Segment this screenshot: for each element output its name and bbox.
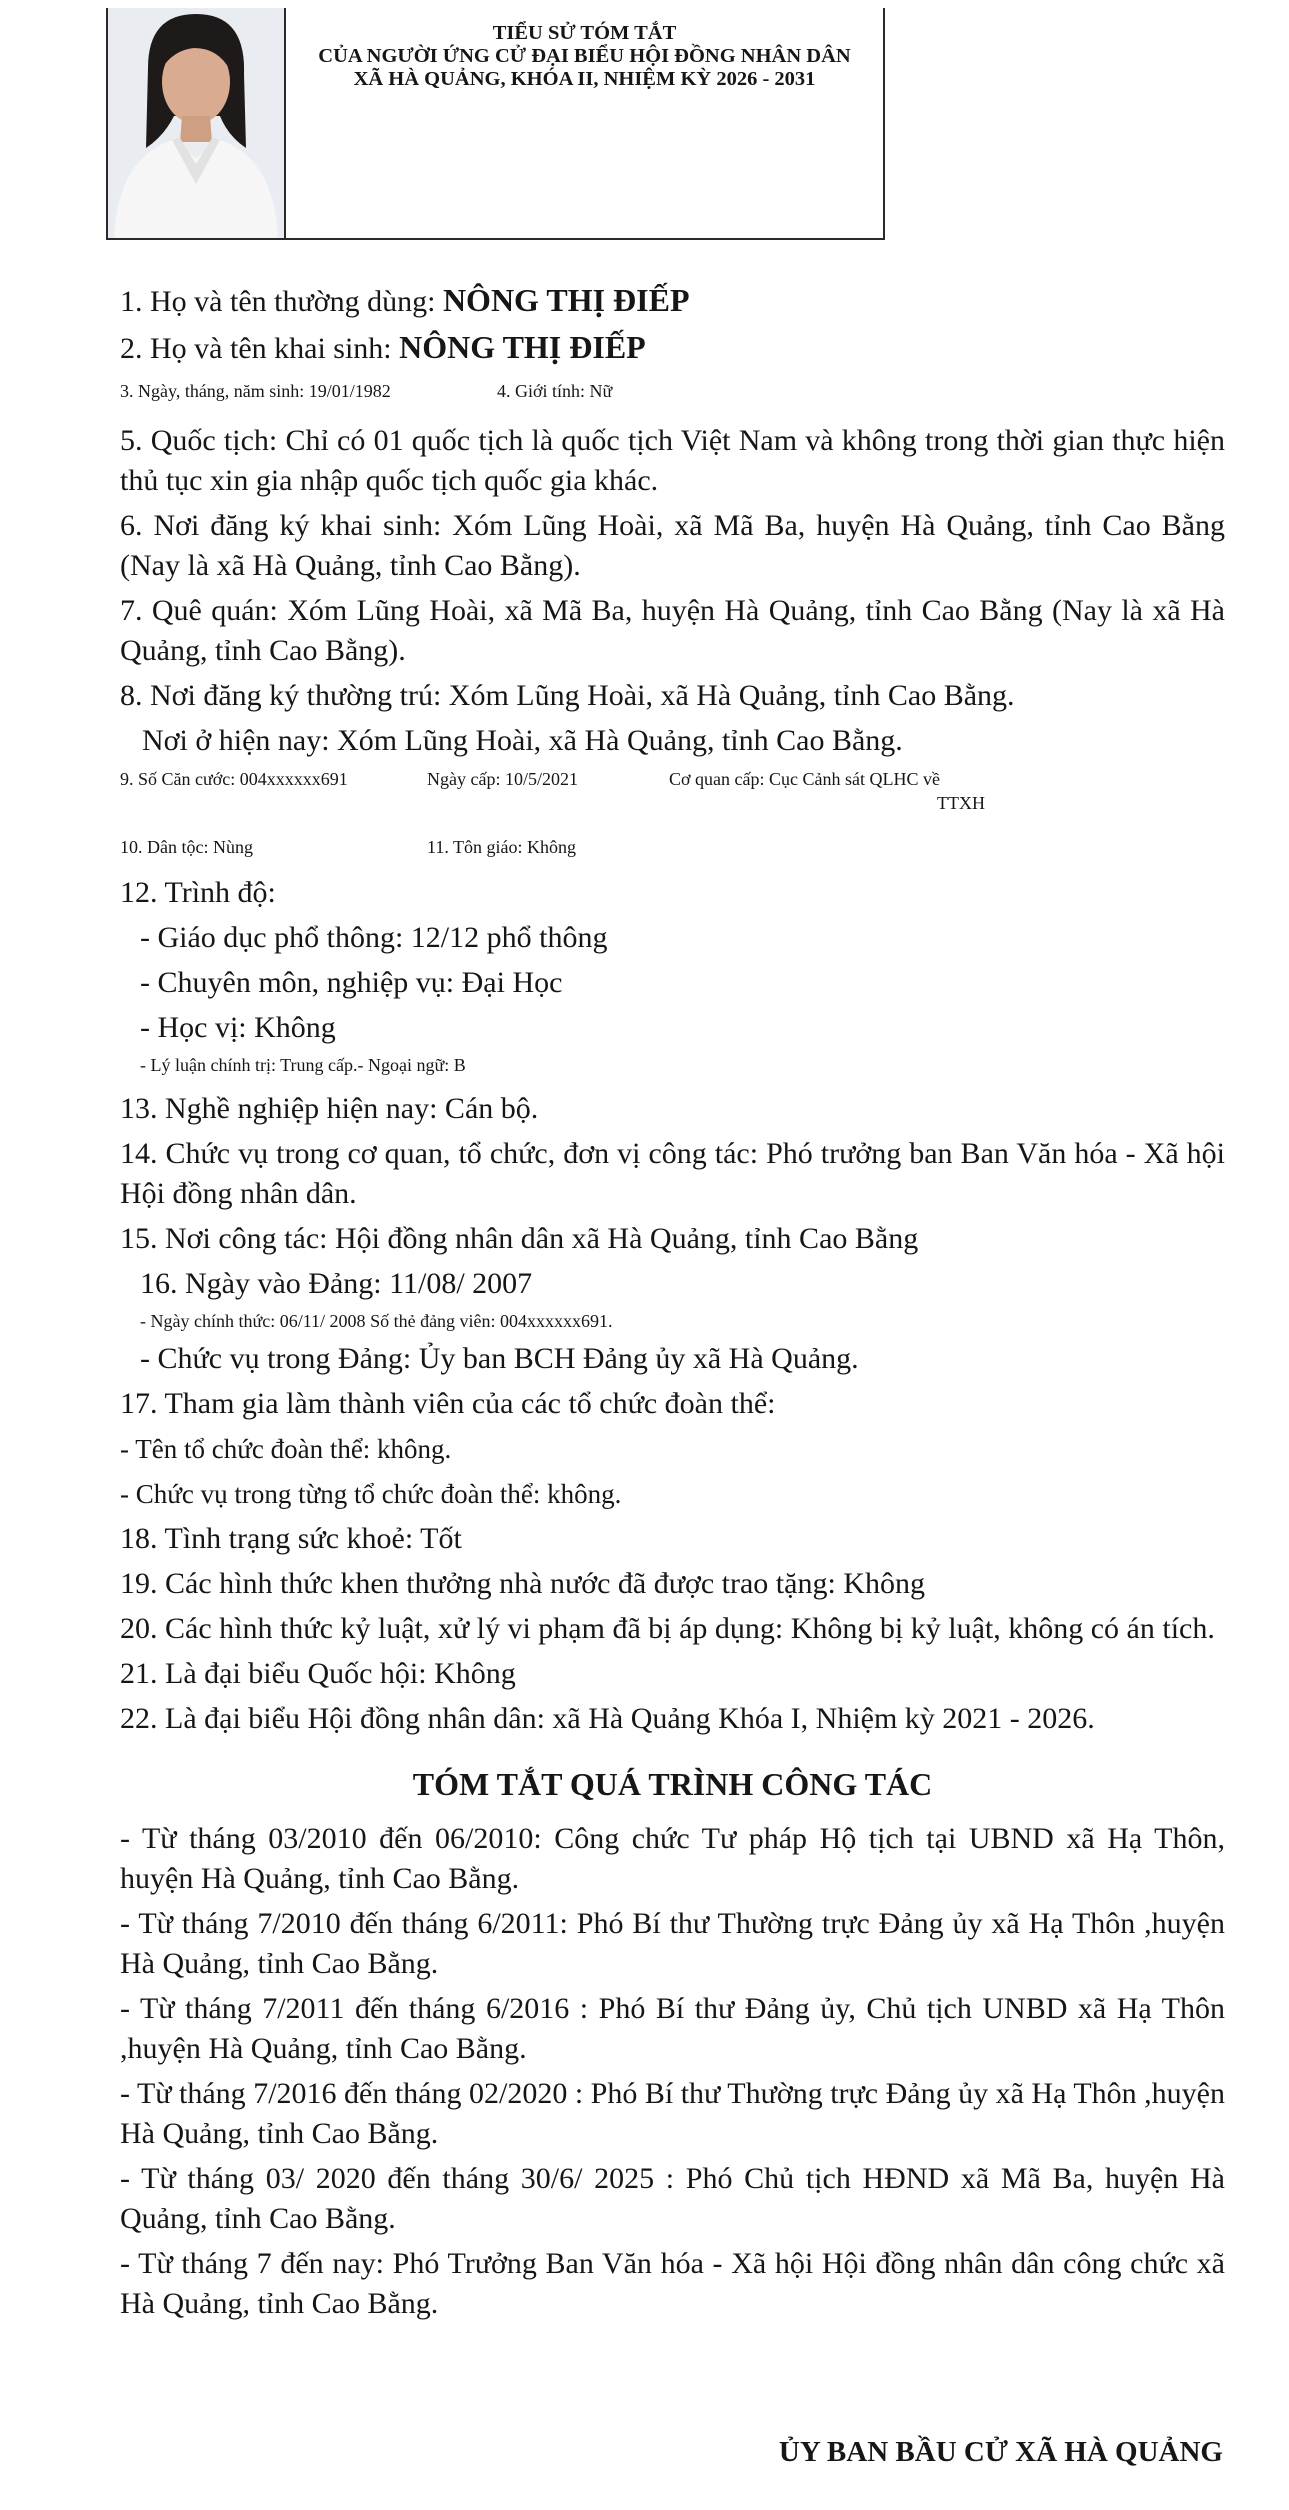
- field-discipline: 20. Các hình thức kỷ luật, xử lý vi phạm đã bị áp dụng: Không bị kỷ luật, không có án tích.: [120, 1612, 1215, 1645]
- candidate-photo: [108, 8, 286, 238]
- field-ethnic-religion: [120, 835, 1225, 859]
- document-header: [106, 8, 885, 240]
- field-id-agency: Cơ quan cấp: Cục Cảnh sát QLHC về: [669, 769, 940, 789]
- field-education-professional: - Chuyên môn, nghiệp vụ: Đại Học: [140, 966, 563, 999]
- field-current-residence: Nơi ở hiện nay: Xóm Lũng Hoài, xã Hà Quảng, tỉnh Cao Bằng.: [142, 724, 903, 757]
- field-dob: 3. Ngày, tháng, năm sinh: 19/01/1982: [120, 381, 391, 401]
- field-council-delegate: 22. Là đại biểu Hội đồng nhân dân: xã Hà Quảng Khóa I, Nhiệm kỳ 2021 - 2026.: [120, 1702, 1095, 1735]
- header-line-1: TIỂU SỬ TÓM TẮT: [492, 22, 677, 44]
- field-id-card: [120, 767, 1225, 815]
- field-common-name-value: NÔNG THỊ ĐIẾP: [442, 282, 690, 318]
- field-id-number: 9. Số Căn cước: 004xxxxxx691: [120, 769, 348, 789]
- field-id-agency-cont: TTXH: [937, 793, 985, 813]
- election-committee-signature: ỦY BAN BẦU CỬ XÃ HÀ QUẢNG: [778, 2436, 1223, 2468]
- career-item-3: - Từ tháng 7/2011 đến tháng 6/2016 : Phó Bí thư Đảng ủy, Chủ tịch UNBD xã Hạ Thôn ,huyện Hà Quảng, tỉnh Cao Bằng.: [120, 1992, 1225, 2065]
- field-party-position: - Chức vụ trong Đảng: Ủy ban BCH Đảng ủy xã Hà Quảng.: [140, 1342, 859, 1375]
- field-position: 14. Chức vụ trong cơ quan, tổ chức, đơn vị công tác: Phó trưởng ban Ban Văn hóa - Xã hội Hội đồng nhân dân.: [120, 1137, 1225, 1210]
- field-party-official-date: - Ngày chính thức: 06/11/ 2008: [140, 1311, 366, 1331]
- portrait-image: [108, 8, 284, 238]
- field-awards: 19. Các hình thức khen thưởng nhà nước đã được trao tặng: Không: [120, 1567, 925, 1600]
- field-education-degree: - Học vị: Không: [140, 1011, 336, 1044]
- career-item-1: - Từ tháng 03/2010 đến 06/2010: Công chức Tư pháp Hộ tịch tại UBND xã Hạ Thôn, huyện Hà Quảng, tỉnh Cao Bằng.: [120, 1822, 1225, 1895]
- field-id-date: Ngày cấp: 10/5/2021: [427, 769, 578, 789]
- field-ethnic: 10. Dân tộc: Nùng: [120, 837, 253, 857]
- field-occupation: 13. Nghề nghiệp hiện nay: Cán bộ.: [120, 1092, 539, 1125]
- field-religion: 11. Tôn giáo: Không: [427, 837, 576, 857]
- field-birth-name-label: 2. Họ và tên khai sinh:: [120, 332, 400, 365]
- field-organizations: 17. Tham gia làm thành viên của các tổ chức đoàn thể:: [120, 1387, 776, 1420]
- career-item-2: - Từ tháng 7/2010 đến tháng 6/2011: Phó Bí thư Thường trực Đảng ủy xã Hạ Thôn ,huyện Hà Quảng, tỉnh Cao Bằng.: [120, 1907, 1225, 1980]
- field-national-assembly: 21. Là đại biểu Quốc hội: Không: [120, 1657, 516, 1690]
- field-dob-gender: [120, 379, 1225, 403]
- field-permanent-residence: 8. Nơi đăng ký thường trú: Xóm Lũng Hoài, xã Hà Quảng, tỉnh Cao Bằng.: [120, 679, 1015, 712]
- field-health: 18. Tình trạng sức khoẻ: Tốt: [120, 1522, 462, 1555]
- field-common-name-label: 1. Họ và tên thường dùng:: [120, 285, 443, 318]
- field-birth-place: 6. Nơi đăng ký khai sinh: Xóm Lũng Hoài, xã Mã Ba, huyện Hà Quảng, tỉnh Cao Bằng (Nay là xã Hà Quảng, tỉnh Cao Bằng).: [120, 509, 1225, 582]
- document-body: [120, 280, 1225, 2329]
- field-party-join-date: 16. Ngày vào Đảng: 11/08/ 2007: [140, 1267, 533, 1300]
- field-education-politics: - Lý luận chính trị: Trung cấp.- Ngoại ngữ: B: [140, 1055, 466, 1075]
- field-education: 12. Trình độ:: [120, 876, 276, 909]
- field-gender: 4. Giới tính: Nữ: [497, 381, 613, 401]
- field-hometown: 7. Quê quán: Xóm Lũng Hoài, xã Mã Ba, huyện Hà Quảng, tỉnh Cao Bằng (Nay là xã Hà Quảng, tỉnh Cao Bằng).: [120, 594, 1225, 667]
- field-organization-name: - Tên tổ chức đoàn thể: không.: [120, 1434, 452, 1464]
- field-education-general: - Giáo dục phổ thông: 12/12 phổ thông: [140, 921, 608, 954]
- header-line-3: XÃ HÀ QUẢNG, KHÓA II, NHIỆM KỲ 2026 - 2031: [353, 68, 816, 90]
- field-workplace: 15. Nơi công tác: Hội đồng nhân dân xã Hà Quảng, tỉnh Cao Bằng: [120, 1222, 919, 1255]
- field-organization-position: - Chức vụ trong từng tổ chức đoàn thể: không.: [120, 1479, 622, 1509]
- header-title: [286, 22, 883, 91]
- field-common-name: [120, 280, 1225, 322]
- field-birth-name: [120, 327, 1225, 369]
- field-party-official: [120, 1309, 1225, 1333]
- career-section-title: TÓM TẮT QUÁ TRÌNH CÔNG TÁC: [412, 1766, 933, 1802]
- career-item-6: - Từ tháng 7 đến nay: Phó Trưởng Ban Văn hóa - Xã hội Hội đồng nhân dân công chức xã Hà Quảng, tỉnh Cao Bằng.: [120, 2247, 1225, 2320]
- field-birth-name-value: NÔNG THỊ ĐIẾP: [399, 329, 646, 365]
- career-item-4: - Từ tháng 7/2016 đến tháng 02/2020 : Phó Bí thư Thường trực Đảng ủy xã Hạ Thôn ,huyện Hà Quảng, tỉnh Cao Bằng.: [120, 2077, 1225, 2150]
- career-item-5: - Từ tháng 03/ 2020 đến tháng 30/6/ 2025 : Phó Chủ tịch HĐND xã Mã Ba, huyện Hà Quảng, tỉnh Cao Bằng.: [120, 2162, 1225, 2235]
- field-nationality: 5. Quốc tịch: Chỉ có 01 quốc tịch là quốc tịch Việt Nam và không trong thời gian thực hiện thủ tục xin gia nhập quốc tịch quốc gia khác.: [120, 424, 1225, 497]
- header-line-2: CỦA NGƯỜI ỨNG CỬ ĐẠI BIỂU HỘI ĐỒNG NHÂN DÂN: [318, 45, 851, 67]
- field-party-card-number: Số thẻ đảng viên: 004xxxxxx691.: [370, 1311, 613, 1331]
